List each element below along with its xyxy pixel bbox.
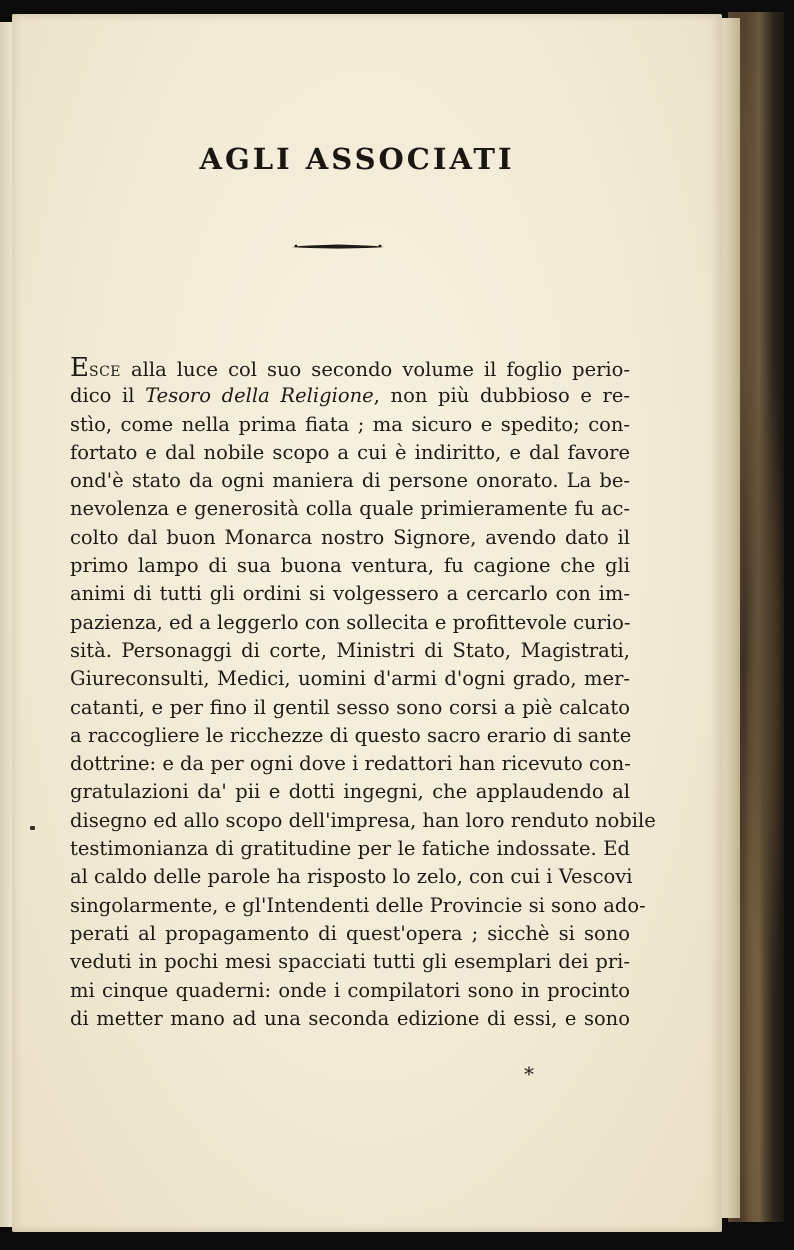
text-line bbox=[70, 1005, 630, 1033]
text-line bbox=[70, 524, 630, 552]
line-segment: di metter mano ad una seconda edizione di essi, e sono bbox=[70, 1006, 630, 1030]
text-line bbox=[70, 835, 630, 863]
text-line bbox=[70, 863, 633, 891]
text-line bbox=[70, 920, 630, 948]
line-segment: mi cinque quaderni: onde i compilatori sono in procinto bbox=[70, 978, 630, 1002]
line-segment: gratulazioni da' pii e dotti ingegni, che applaudendo al bbox=[70, 780, 630, 804]
line-segment: veduti in pochi mesi spacciati tutti gli esemplari dei pri- bbox=[70, 950, 630, 974]
line-segment: catanti, e per fino il gentil sesso sono corsi a piè calcato bbox=[70, 695, 630, 719]
line-segment: nevolenza e generosità colla quale primieramente fu ac- bbox=[70, 497, 630, 521]
text-line bbox=[70, 948, 630, 976]
signature-mark: * bbox=[524, 1062, 534, 1086]
text-line bbox=[70, 439, 630, 467]
text-line bbox=[70, 665, 630, 693]
text-line bbox=[70, 750, 630, 778]
line-segment: dottrine: e da per ogni dove i redattori han ricevuto con- bbox=[70, 752, 631, 776]
text-line bbox=[70, 807, 656, 835]
text-line bbox=[70, 354, 630, 382]
text-line bbox=[70, 467, 630, 495]
line-segment: stìo, come nella prima fiata ; ma sicuro e spedito; con- bbox=[70, 412, 630, 436]
text-line bbox=[70, 694, 630, 722]
line-segment: fortato e dal nobile scopo a cui è indiritto, e dal favore bbox=[70, 440, 630, 464]
line-segment: a raccogliere le ricchezze di questo sacro erario di sante bbox=[70, 723, 632, 747]
text-line bbox=[70, 892, 646, 920]
line-segment: alla luce col suo secondo volume il foglio perio- bbox=[131, 358, 630, 381]
line-segment: pazienza, ed a leggerlo con sollecita e profittevole curio- bbox=[70, 610, 631, 634]
smallcaps-text: sce bbox=[88, 358, 122, 381]
line-segment: Giureconsulti, Medici, uomini d'armi d'ogni grado, mer- bbox=[70, 667, 630, 691]
body-text bbox=[70, 353, 656, 1033]
text-line bbox=[70, 977, 630, 1005]
line-segment: perati al propagamento di quest'opera ; sicchè si sono bbox=[70, 921, 630, 945]
text-line bbox=[70, 722, 630, 750]
ornament-rule-icon bbox=[290, 240, 386, 252]
text-line bbox=[70, 552, 630, 580]
margin-mark bbox=[30, 826, 35, 830]
text-line bbox=[70, 609, 630, 637]
line-segment: , non più dubbioso e re- bbox=[373, 384, 630, 408]
text-line bbox=[70, 637, 630, 665]
line-segment: al caldo delle parole ha risposto lo zelo, con cui i Vescovi bbox=[70, 865, 633, 889]
line-segment: ond'è stato da ogni maniera di persone onorato. La be- bbox=[70, 469, 630, 493]
line-segment: primo lampo di sua buona ventura, fu cagione che gli bbox=[70, 554, 630, 578]
dropcap-text: E bbox=[70, 353, 89, 383]
text-line bbox=[70, 778, 630, 806]
page bbox=[12, 14, 722, 1232]
line-segment: dico il bbox=[70, 384, 146, 408]
line-segment: animi di tutti gli ordini si volgessero a cercarlo con im- bbox=[70, 582, 630, 606]
italic-text: Tesoro della Religione bbox=[145, 384, 374, 408]
text-line bbox=[70, 495, 630, 523]
page-heading: AGLI ASSOCIATI bbox=[199, 142, 515, 176]
line-segment: testimonianza di gratitudine per le fatiche indossate. Ed bbox=[70, 837, 630, 861]
text-line bbox=[70, 382, 630, 410]
line-segment: singolarmente, e gl'Intendenti delle Provincie si sono ado- bbox=[70, 893, 646, 917]
text-line bbox=[70, 580, 630, 608]
line-segment: disegno ed allo scopo dell'impresa, han loro renduto nobile bbox=[70, 808, 656, 832]
line-segment: colto dal buon Monarca nostro Signore, avendo dato il bbox=[70, 525, 630, 549]
line-segment: sità. Personaggi di corte, Ministri di Stato, Magistrati, bbox=[70, 638, 630, 662]
text-line bbox=[70, 411, 630, 439]
